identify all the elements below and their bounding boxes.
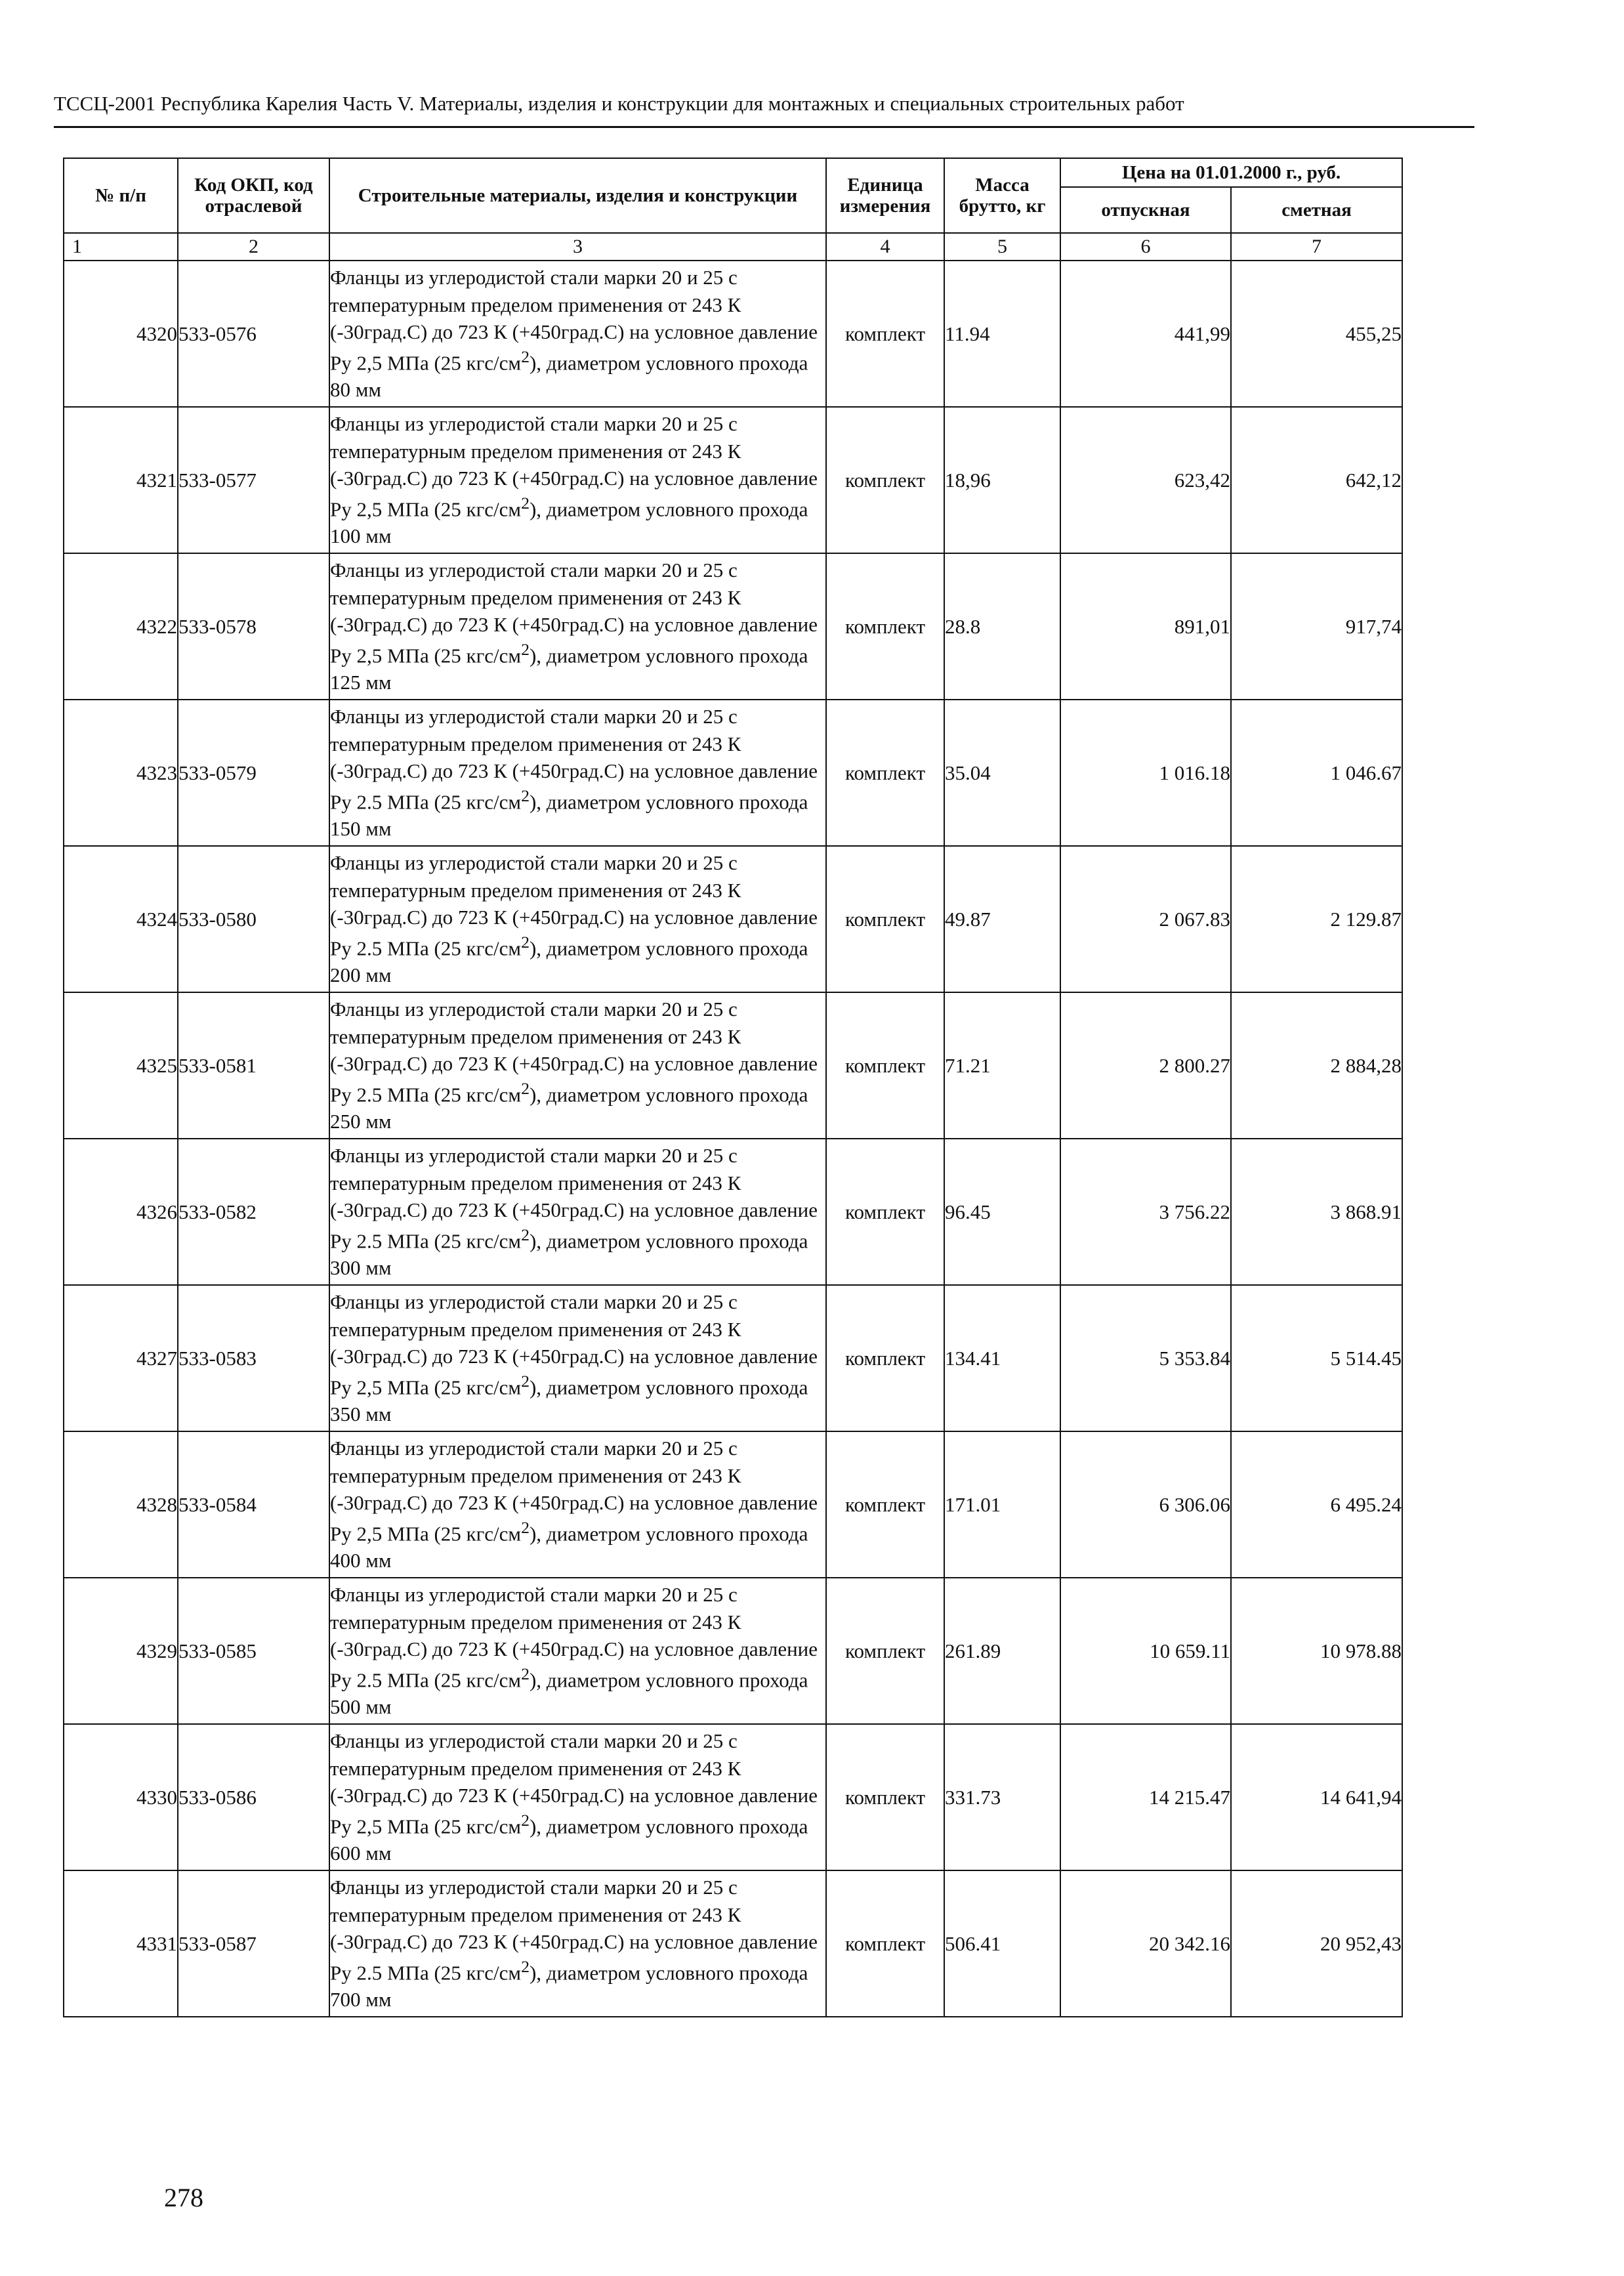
description-main: Фланцы из углеродистой стали марки 20 и 25 с температурным пределом применения от 243 К (-30град.С) до 723 К (+450град.С) на условное давление Ру 2.5 МПа (25 кгс/см [330, 1144, 818, 1252]
unit-of-measure: комплект [826, 1285, 944, 1431]
description-main: Фланцы из углеродистой стали марки 20 и 25 с температурным пределом применения от 243 К (-30град.С) до 723 К (+450град.С) на условное давление Ру 2,5 МПа (25 кгс/см [330, 412, 818, 520]
price-estimate: 6 495.24 [1231, 1431, 1402, 1578]
material-description [329, 553, 826, 700]
price-estimate: 455,25 [1231, 261, 1402, 407]
okp-code: 533-0577 [178, 407, 329, 553]
row-number: 4329 [64, 1578, 178, 1724]
col-number: 4 [826, 233, 944, 261]
row-number: 4331 [64, 1870, 178, 2017]
table-row [64, 1578, 1402, 1724]
description-superscript: 2 [521, 1371, 530, 1391]
description-superscript: 2 [521, 493, 530, 513]
okp-code: 533-0582 [178, 1139, 329, 1285]
unit-of-measure: комплект [826, 553, 944, 700]
col-number: 6 [1060, 233, 1231, 261]
price-release: 1 016.18 [1060, 700, 1231, 846]
description-tail: ), диаметром условного прохода 350 мм [330, 1375, 808, 1426]
okp-code: 533-0585 [178, 1578, 329, 1724]
row-number: 4322 [64, 553, 178, 700]
col-number: 1 [64, 233, 178, 261]
description-tail: ), диаметром условного прохода 300 мм [330, 1229, 808, 1280]
description-tail: ), диаметром условного прохода 400 мм [330, 1521, 808, 1572]
table-row [64, 1285, 1402, 1431]
unit-of-measure: комплект [826, 1578, 944, 1724]
material-description [329, 1139, 826, 1285]
price-estimate: 14 641,94 [1231, 1724, 1402, 1870]
price-estimate: 20 952,43 [1231, 1870, 1402, 2017]
table-row [64, 1139, 1402, 1285]
description-superscript: 2 [521, 786, 530, 805]
description-tail: ), диаметром условного прохода 500 мм [330, 1668, 808, 1719]
material-description [329, 992, 826, 1139]
col-number: 7 [1231, 233, 1402, 261]
row-number: 4324 [64, 846, 178, 992]
row-number: 4325 [64, 992, 178, 1139]
table-row [64, 846, 1402, 992]
header-okp-code: Код ОКП, код отраслевой [178, 158, 329, 233]
header-price-estimate: сметная [1231, 187, 1402, 233]
unit-of-measure: комплект [826, 407, 944, 553]
row-number: 4323 [64, 700, 178, 846]
description-main: Фланцы из углеродистой стали марки 20 и 25 с температурным пределом применения от 243 К (-30град.С) до 723 К (+450град.С) на условное давление Ру 2.5 МПа (25 кгс/см [330, 1876, 818, 1984]
description-superscript: 2 [521, 1810, 530, 1830]
page-number: 278 [164, 2183, 203, 2212]
header-num: № п/п [64, 158, 178, 233]
unit-of-measure: комплект [826, 992, 944, 1139]
row-number: 4326 [64, 1139, 178, 1285]
col-number: 5 [944, 233, 1060, 261]
okp-code: 533-0579 [178, 700, 329, 846]
price-estimate: 10 978.88 [1231, 1578, 1402, 1724]
gross-mass: 28.8 [944, 553, 1060, 700]
header-price-release: отпускная [1060, 187, 1231, 233]
unit-of-measure: комплект [826, 1431, 944, 1578]
description-tail: ), диаметром условного прохода 600 мм [330, 1814, 808, 1865]
description-main: Фланцы из углеродистой стали марки 20 и 25 с температурным пределом применения от 243 К (-30град.С) до 723 К (+450град.С) на условное давление Ру 2.5 МПа (25 кгс/см [330, 998, 818, 1106]
header-price-group: Цена на 01.01.2000 г., руб. [1060, 158, 1402, 187]
unit-of-measure: комплект [826, 700, 944, 846]
description-superscript: 2 [521, 1664, 530, 1683]
price-estimate: 5 514.45 [1231, 1285, 1402, 1431]
gross-mass: 49.87 [944, 846, 1060, 992]
price-estimate: 2 884,28 [1231, 992, 1402, 1139]
price-release: 2 067.83 [1060, 846, 1231, 992]
unit-of-measure: комплект [826, 261, 944, 407]
gross-mass: 506.41 [944, 1870, 1060, 2017]
header-materials: Строительные материалы, изделия и конструкции [329, 158, 826, 233]
description-tail: ), диаметром условного прохода 250 мм [330, 1082, 808, 1133]
price-estimate: 1 046.67 [1231, 700, 1402, 846]
price-release: 623,42 [1060, 407, 1231, 553]
table-row [64, 700, 1402, 846]
material-description [329, 1870, 826, 2017]
price-release: 14 215.47 [1060, 1724, 1231, 1870]
okp-code: 533-0587 [178, 1870, 329, 2017]
price-estimate: 2 129.87 [1231, 846, 1402, 992]
table-row [64, 1431, 1402, 1578]
price-estimate: 917,74 [1231, 553, 1402, 700]
price-release: 10 659.11 [1060, 1578, 1231, 1724]
description-main: Фланцы из углеродистой стали марки 20 и 25 с температурным пределом применения от 243 К (-30град.С) до 723 К (+450град.С) на условное давление Ру 2,5 МПа (25 кгс/см [330, 1729, 818, 1838]
price-release: 6 306.06 [1060, 1431, 1231, 1578]
material-description [329, 846, 826, 992]
row-number: 4327 [64, 1285, 178, 1431]
unit-of-measure: комплект [826, 1724, 944, 1870]
description-superscript: 2 [521, 1517, 530, 1537]
unit-of-measure: комплект [826, 1870, 944, 2017]
okp-code: 533-0580 [178, 846, 329, 992]
gross-mass: 171.01 [944, 1431, 1060, 1578]
gross-mass: 71.21 [944, 992, 1060, 1139]
description-tail: ), диаметром условного прохода 700 мм [330, 1960, 808, 2012]
okp-code: 533-0578 [178, 553, 329, 700]
gross-mass: 134.41 [944, 1285, 1060, 1431]
okp-code: 533-0586 [178, 1724, 329, 1870]
gross-mass: 96.45 [944, 1139, 1060, 1285]
gross-mass: 261.89 [944, 1578, 1060, 1724]
col-number: 3 [329, 233, 826, 261]
description-tail: ), диаметром условного прохода 100 мм [330, 497, 808, 548]
row-number: 4330 [64, 1724, 178, 1870]
description-main: Фланцы из углеродистой стали марки 20 и 25 с температурным пределом применения от 243 К (-30град.С) до 723 К (+450град.С) на условное давление Ру 2.5 МПа (25 кгс/см [330, 851, 818, 959]
okp-code: 533-0584 [178, 1431, 329, 1578]
unit-of-measure: комплект [826, 846, 944, 992]
price-release: 3 756.22 [1060, 1139, 1231, 1285]
price-release: 20 342.16 [1060, 1870, 1231, 2017]
column-number-row [64, 233, 1402, 261]
gross-mass: 11.94 [944, 261, 1060, 407]
header-unit: Единица измерения [826, 158, 944, 233]
description-tail: ), диаметром условного прохода 150 мм [330, 790, 808, 841]
material-description [329, 1285, 826, 1431]
material-description [329, 407, 826, 553]
description-main: Фланцы из углеродистой стали марки 20 и 25 с температурным пределом применения от 243 К (-30град.С) до 723 К (+450град.С) на условное давление Ру 2,5 МПа (25 кгс/см [330, 1437, 818, 1545]
table-row [64, 553, 1402, 700]
header-divider [54, 126, 1474, 128]
description-main: Фланцы из углеродистой стали марки 20 и 25 с температурным пределом применения от 243 К (-30град.С) до 723 К (+450град.С) на условное давление Ру 2,5 МПа (25 кгс/см [330, 558, 818, 667]
row-number: 4328 [64, 1431, 178, 1578]
okp-code: 533-0581 [178, 992, 329, 1139]
description-superscript: 2 [521, 1078, 530, 1098]
price-table [63, 158, 1403, 2017]
description-tail: ), диаметром условного прохода 200 мм [330, 936, 808, 987]
material-description [329, 261, 826, 407]
description-superscript: 2 [521, 1956, 530, 1976]
material-description [329, 1578, 826, 1724]
description-main: Фланцы из углеродистой стали марки 20 и 25 с температурным пределом применения от 243 К (-30град.С) до 723 К (+450град.С) на условное давление Ру 2,5 МПа (25 кгс/см [330, 266, 818, 374]
material-description [329, 1431, 826, 1578]
price-release: 5 353.84 [1060, 1285, 1231, 1431]
description-tail: ), диаметром условного прохода 125 мм [330, 643, 808, 694]
description-superscript: 2 [521, 639, 530, 659]
unit-of-measure: комплект [826, 1139, 944, 1285]
gross-mass: 331.73 [944, 1724, 1060, 1870]
table-row [64, 261, 1402, 407]
description-main: Фланцы из углеродистой стали марки 20 и 25 с температурным пределом применения от 243 К (-30град.С) до 723 К (+450град.С) на условное давление Ру 2,5 МПа (25 кгс/см [330, 1290, 818, 1399]
description-superscript: 2 [521, 932, 530, 952]
table-body [64, 233, 1402, 2017]
description-main: Фланцы из углеродистой стали марки 20 и 25 с температурным пределом применения от 243 К (-30град.С) до 723 К (+450град.С) на условное давление Ру 2.5 МПа (25 кгс/см [330, 1583, 818, 1691]
table-row [64, 407, 1402, 553]
price-release: 441,99 [1060, 261, 1231, 407]
header-mass: Масса брутто, кг [944, 158, 1060, 233]
okp-code: 533-0583 [178, 1285, 329, 1431]
gross-mass: 18,96 [944, 407, 1060, 553]
row-number: 4320 [64, 261, 178, 407]
gross-mass: 35.04 [944, 700, 1060, 846]
material-description [329, 700, 826, 846]
price-release: 2 800.27 [1060, 992, 1231, 1139]
price-estimate: 642,12 [1231, 407, 1402, 553]
description-main: Фланцы из углеродистой стали марки 20 и 25 с температурным пределом применения от 243 К (-30град.С) до 723 К (+450град.С) на условное давление Ру 2.5 МПа (25 кгс/см [330, 705, 818, 813]
description-superscript: 2 [521, 1225, 530, 1244]
description-tail: ), диаметром условного прохода 80 мм [330, 350, 808, 402]
col-number: 2 [178, 233, 329, 261]
material-description [329, 1724, 826, 1870]
okp-code: 533-0576 [178, 261, 329, 407]
table-row [64, 992, 1402, 1139]
row-number: 4321 [64, 407, 178, 553]
price-release: 891,01 [1060, 553, 1231, 700]
table-row [64, 1724, 1402, 1870]
price-estimate: 3 868.91 [1231, 1139, 1402, 1285]
table-row [64, 1870, 1402, 2017]
description-superscript: 2 [521, 347, 530, 366]
page-header-title: ТССЦ-2001 Республика Карелия Часть V. Материалы, изделия и конструкции для монтажных и специальных строительных работ [54, 92, 1184, 115]
